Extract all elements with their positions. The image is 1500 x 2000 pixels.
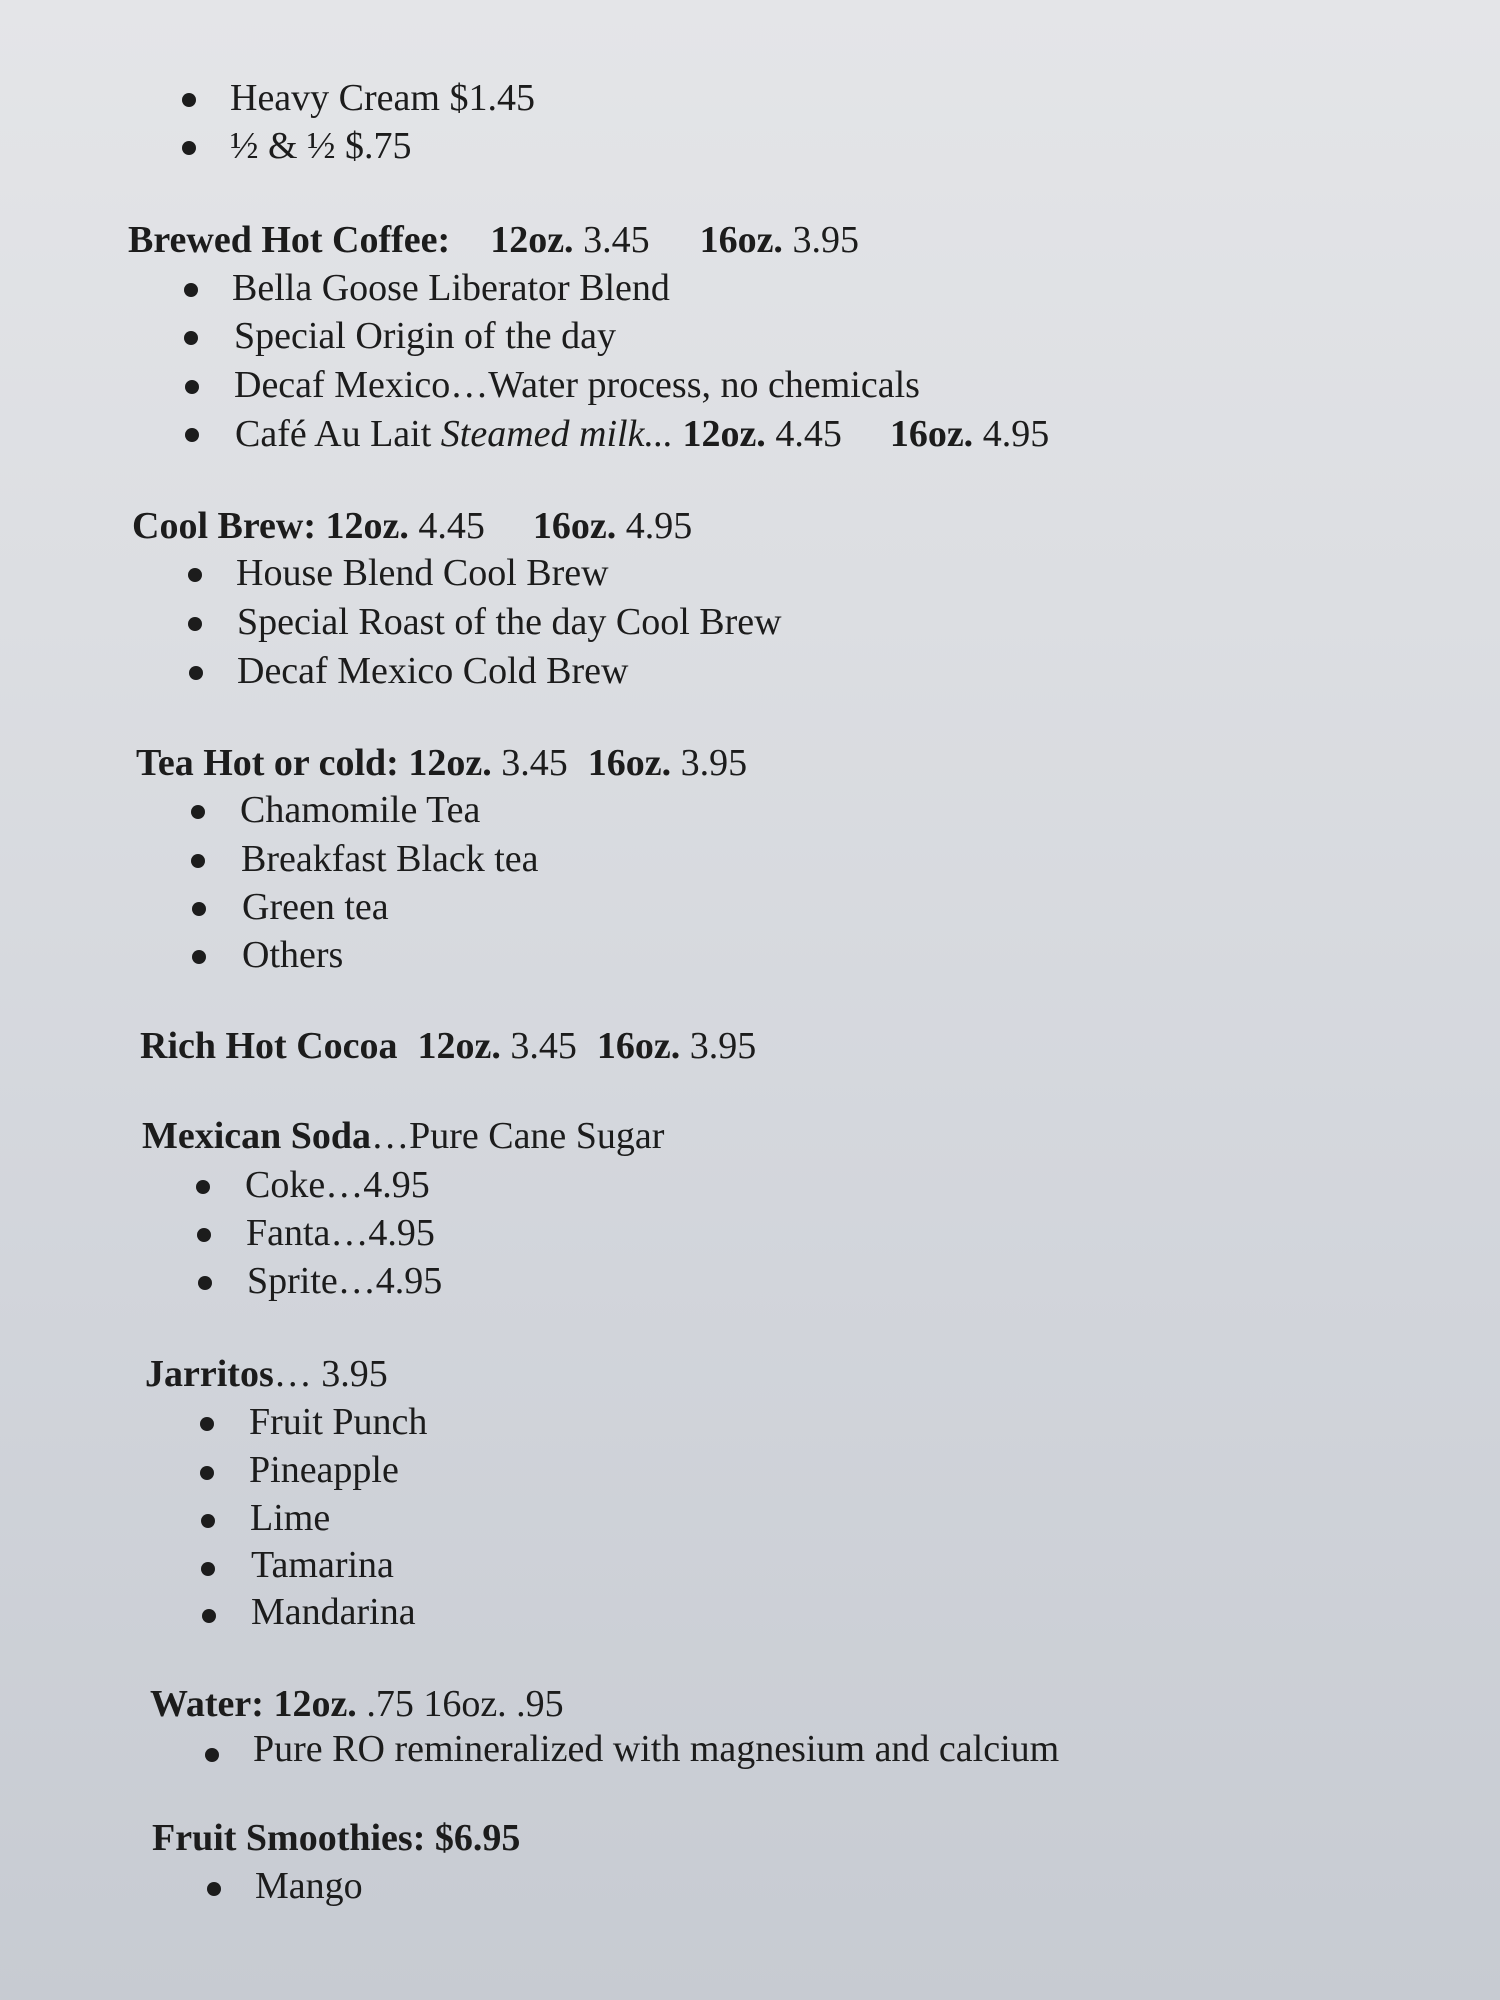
section-heading-smoothies: [152, 1816, 520, 1860]
cool-brew-heading: Cool Brew: 12oz.: [132, 505, 409, 547]
list-item: Fruit Punch: [249, 1401, 428, 1443]
bullet: [184, 331, 198, 345]
cool-brew-size2-price: 4.95: [625, 505, 693, 547]
list-item: Green tea: [242, 886, 389, 928]
brewed-heading: Brewed Hot Coffee:: [128, 219, 451, 261]
list-item: Mango: [255, 1865, 363, 1907]
list-item: Chamomile Tea: [240, 789, 481, 831]
cocoa-size1-label: 12oz.: [417, 1025, 501, 1067]
cocoa-heading: Rich Hot Cocoa: [140, 1025, 398, 1067]
section-heading-tea: [136, 741, 747, 785]
au-lait-note: Steamed milk...: [440, 413, 673, 455]
bullet: [192, 950, 206, 964]
bullet: [200, 1417, 214, 1431]
list-item: Bella Goose Liberator Blend: [232, 267, 670, 309]
section-heading-brewed: [128, 218, 859, 262]
list-item: House Blend Cool Brew: [236, 552, 609, 594]
bullet: [188, 568, 202, 582]
bullet: [191, 805, 205, 819]
smoothies-heading: Fruit Smoothies: $6.95: [152, 1817, 521, 1859]
bullet: [191, 854, 205, 868]
tea-size1-price: 3.45: [501, 742, 568, 784]
list-item: Sprite…4.95: [247, 1260, 443, 1302]
section-heading-cool-brew: [132, 504, 692, 548]
section-heading-cocoa: [140, 1024, 756, 1068]
list-item-au-lait: [235, 412, 1049, 456]
bullet: [185, 380, 199, 394]
bullet: [196, 1180, 210, 1194]
au-lait-size1-price: 4.45: [775, 413, 842, 455]
bullet: [200, 1466, 214, 1480]
list-item: ½ & ½ $.75: [230, 125, 412, 167]
list-item: Special Roast of the day Cool Brew: [237, 601, 782, 643]
au-lait-size1-label: 12oz.: [682, 413, 766, 455]
bullet: [192, 902, 206, 916]
list-item: Special Origin of the day: [234, 315, 617, 357]
bullet: [207, 1882, 221, 1896]
list-item: Pure RO remineralized with magnesium and calcium: [253, 1728, 1060, 1770]
brewed-size1-label: 12oz.: [490, 219, 574, 261]
tea-heading: Tea Hot or cold: 12oz.: [136, 742, 492, 784]
bullet: [202, 1609, 216, 1623]
jarritos-note: … 3.95: [273, 1353, 388, 1395]
cocoa-size2-price: 3.95: [689, 1025, 757, 1067]
jarritos-heading: Jarritos: [145, 1353, 274, 1395]
section-heading-mexican-soda: [142, 1114, 664, 1158]
bullet: [197, 1228, 211, 1242]
au-lait-size2-price: 4.95: [982, 413, 1050, 455]
bullet: [189, 666, 203, 680]
bullet: [205, 1748, 219, 1762]
list-item: Mandarina: [251, 1591, 416, 1633]
water-heading: Water: 12oz.: [150, 1683, 357, 1725]
section-heading-jarritos: [145, 1352, 388, 1396]
list-item: Decaf Mexico Cold Brew: [237, 650, 629, 692]
cocoa-size1-price: 3.45: [510, 1025, 577, 1067]
tea-size2-price: 3.95: [680, 742, 748, 784]
section-heading-water: [150, 1682, 564, 1726]
bullet: [188, 617, 202, 631]
au-lait-name: Café Au Lait: [235, 413, 432, 455]
list-item: Breakfast Black tea: [241, 838, 539, 880]
bullet: [201, 1514, 215, 1528]
list-item: Others: [242, 934, 344, 976]
brewed-size1-price: 3.45: [583, 219, 650, 261]
list-item: Tamarina: [251, 1544, 394, 1586]
brewed-size2-price: 3.95: [792, 219, 859, 261]
list-item: Fanta…4.95: [246, 1212, 435, 1254]
list-item: Decaf Mexico…Water process, no chemicals: [234, 364, 920, 406]
au-lait-size2-label: 16oz.: [889, 413, 974, 455]
bullet: [182, 93, 196, 107]
tea-size2-label: 16oz.: [587, 742, 672, 784]
list-item: Lime: [250, 1497, 331, 1539]
cocoa-size2-label: 16oz.: [596, 1025, 681, 1067]
bullet: [198, 1276, 212, 1290]
brewed-size2-label: 16oz.: [699, 219, 783, 261]
bullet: [182, 141, 196, 155]
bullet: [201, 1562, 215, 1576]
cool-brew-size2-label: 16oz.: [532, 505, 617, 547]
list-item: Pineapple: [249, 1449, 399, 1491]
list-item: Coke…4.95: [245, 1164, 430, 1206]
bullet: [185, 428, 199, 442]
cool-brew-size1-price: 4.45: [418, 505, 485, 547]
list-item: Heavy Cream $1.45: [230, 77, 535, 119]
water-prices: .75 16oz. .95: [366, 1683, 564, 1725]
mexican-soda-note: …Pure Cane Sugar: [371, 1115, 665, 1157]
mexican-soda-heading: Mexican Soda: [142, 1115, 372, 1157]
bullet: [184, 283, 198, 297]
